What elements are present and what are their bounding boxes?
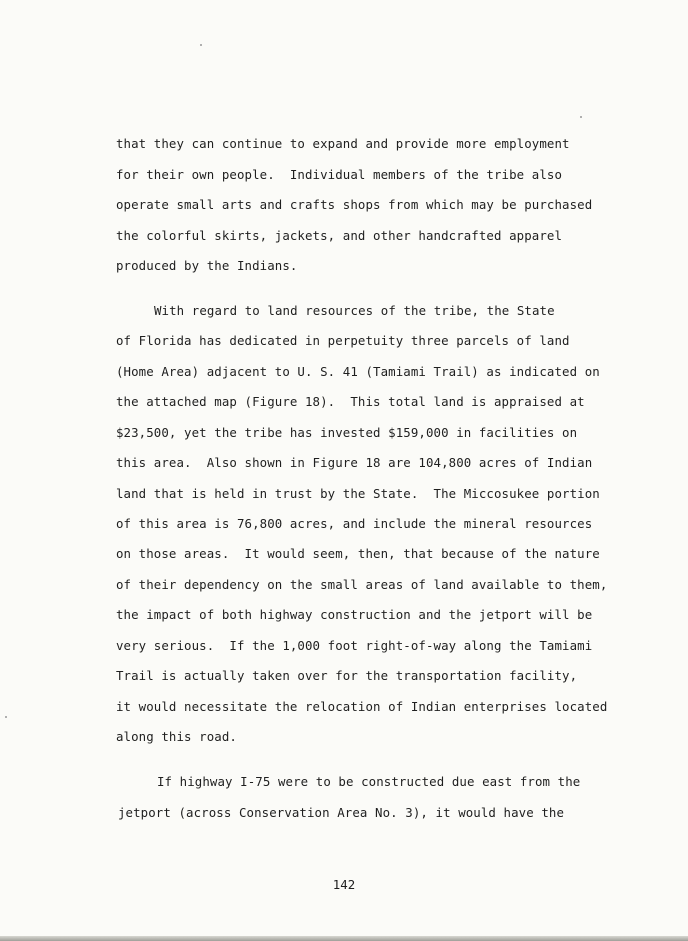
text-line: that they can continue to expand and provide more employment [116, 136, 570, 151]
text-line: the impact of both highway construction and the jetport will be [116, 607, 593, 622]
text-line: produced by the Indians. [116, 258, 298, 273]
scan-speck [580, 116, 582, 118]
scan-speck [200, 44, 202, 46]
text-line: Trail is actually taken over for the transportation facility, [116, 668, 578, 683]
page-number: 142 [332, 877, 356, 892]
text-line: $23,500, yet the tribe has invested $159,000 in facilities on [116, 425, 578, 440]
text-line: it would necessitate the relocation of Indian enterprises located [116, 699, 608, 714]
text-line: If highway I-75 were to be constructed due east from the [157, 774, 581, 789]
text-line: the colorful skirts, jackets, and other handcrafted apparel [116, 228, 563, 243]
text-line: the attached map (Figure 18). This total land is appraised at [116, 394, 585, 409]
text-line: this area. Also shown in Figure 18 are 104,800 acres of Indian [116, 455, 593, 470]
text-line: With regard to land resources of the tribe, the State [154, 303, 555, 318]
text-line: land that is held in trust by the State. The Miccosukee portion [116, 486, 600, 501]
scan-speck [5, 716, 7, 718]
text-line: of their dependency on the small areas of land available to them, [116, 577, 608, 592]
text-line: jetport (across Conservation Area No. 3), it would have the [118, 805, 565, 820]
text-line: of this area is 76,800 acres, and include the mineral resources [116, 516, 593, 531]
page-bottom-edge [0, 936, 688, 941]
text-line: very serious. If the 1,000 foot right-of-way along the Tamiami [116, 638, 593, 653]
text-line: of Florida has dedicated in perpetuity three parcels of land [116, 333, 570, 348]
text-line: (Home Area) adjacent to U. S. 41 (Tamiami Trail) as indicated on [116, 364, 600, 379]
text-line: operate small arts and crafts shops from which may be purchased [116, 197, 593, 212]
text-line: along this road. [116, 729, 237, 744]
text-line: for their own people. Individual members of the tribe also [116, 167, 563, 182]
text-line: on those areas. It would seem, then, that because of the nature [116, 546, 600, 561]
